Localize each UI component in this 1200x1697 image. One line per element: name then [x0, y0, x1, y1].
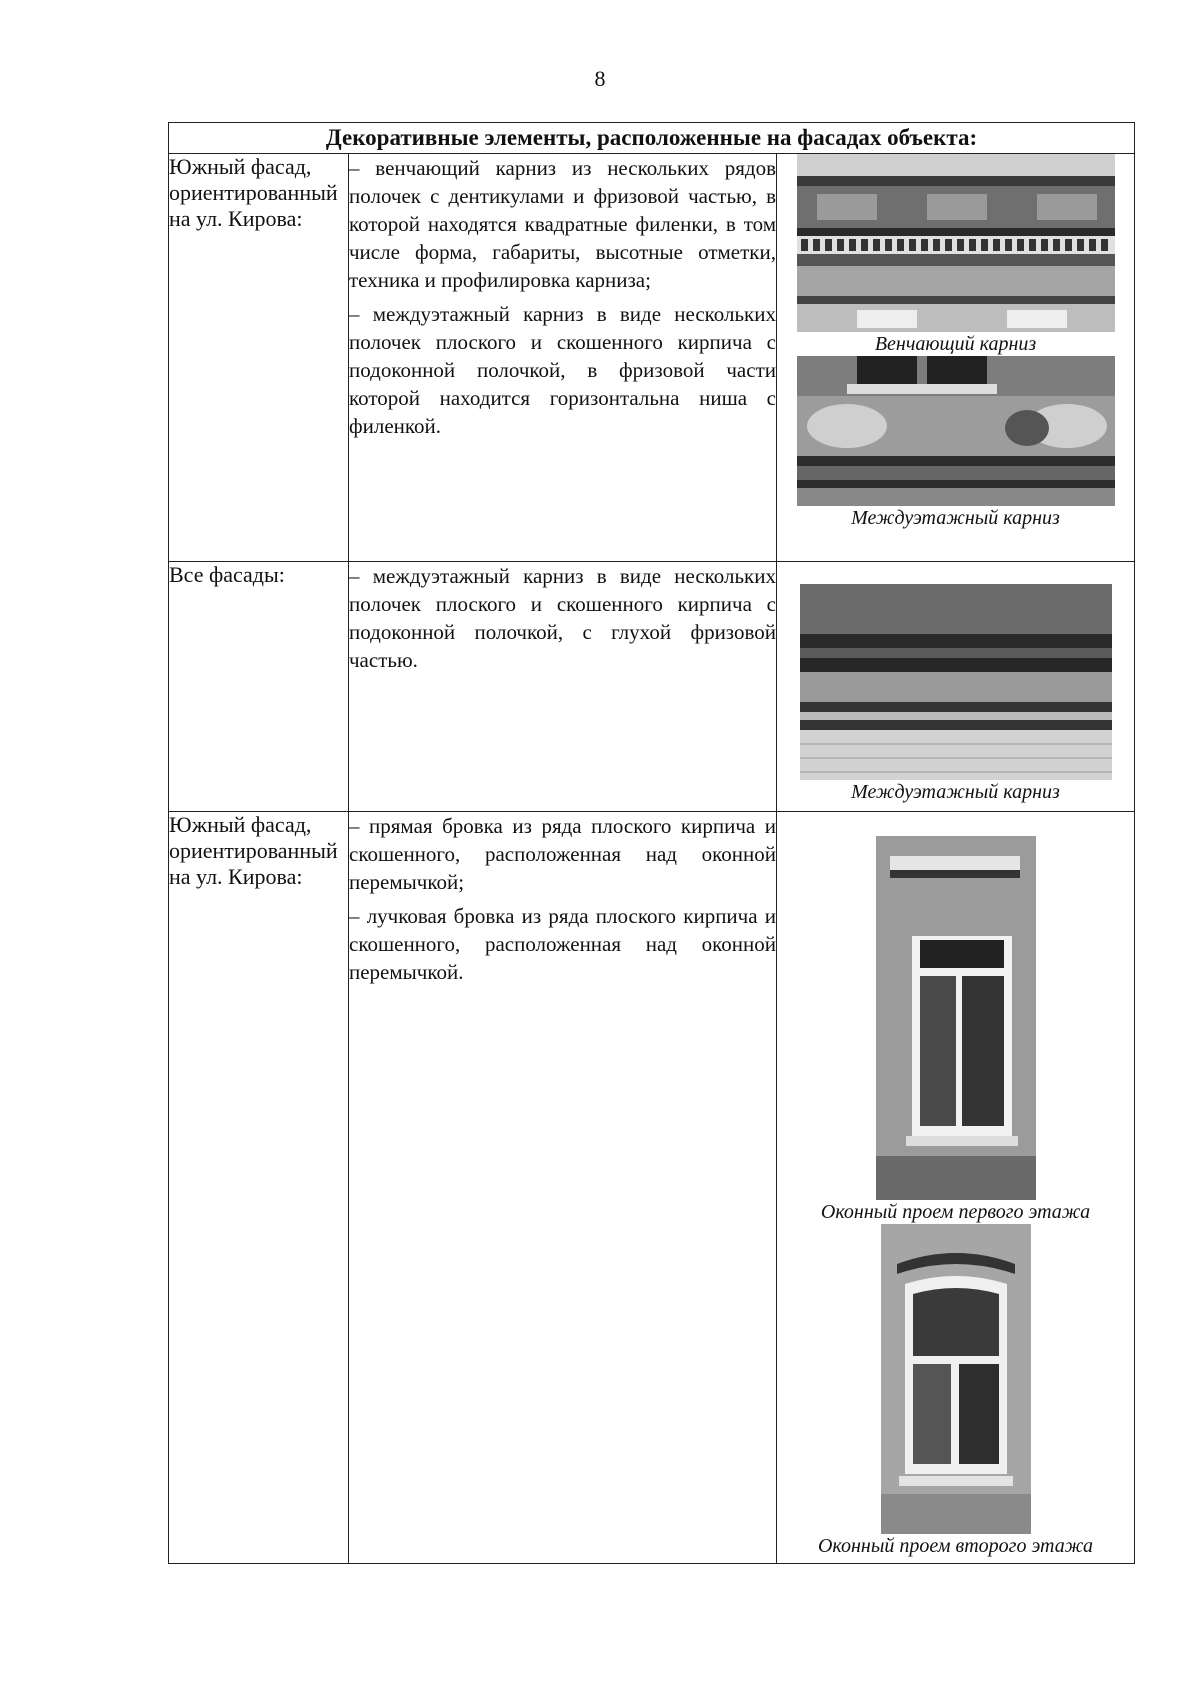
- figure-interfloor-cornice: [777, 356, 1134, 530]
- photo-crowning-cornice: [777, 154, 1134, 332]
- photo-caption: Междуэтажный карниз: [851, 507, 1060, 529]
- facade-cell: Южный фасад, ориентированный на ул. Кирова:: [169, 812, 349, 1564]
- figure-crowning-cornice: [777, 154, 1134, 356]
- photos-cell: [777, 562, 1135, 812]
- description-item: – прямая бровка из ряда плоского кирпича и скошенного, расположенная над оконной перемычкой;: [349, 814, 776, 894]
- photo-caption: Междуэтажный карниз: [851, 781, 1060, 803]
- facade-cell: Все фасады:: [169, 562, 349, 812]
- photo-first-floor-window: [777, 836, 1134, 1200]
- photo-caption: Венчающий карниз: [874, 333, 1037, 355]
- description-item: – венчающий карниз из нескольких рядов полочек с дентикулами и фризовой частью, в которой находятся квадратные филенки, в том числе форма, габариты, высотные отметки, техника и профилировка карниза;: [349, 156, 776, 292]
- description-cell: [349, 812, 777, 1564]
- photo-interfloor-cornice: [777, 356, 1134, 506]
- table-header-row: [169, 123, 1135, 154]
- photo-second-floor-window: [777, 1224, 1134, 1534]
- description-item: – междуэтажный карниз в виде нескольких полочек плоского и скошенного кирпича с подоконной полочкой, в фризовой части которой находится горизонтальна ниша с филенкой.: [349, 302, 776, 438]
- facade-cell: Южный фасад, ориентированный на ул. Кирова:: [169, 154, 349, 562]
- description-item: – междуэтажный карниз в виде нескольких полочек плоского и скошенного кирпича с подоконной полочкой, с глухой фризовой частью.: [349, 564, 776, 672]
- page-number: 8: [594, 66, 606, 91]
- description-cell: [349, 154, 777, 562]
- table-row: [169, 812, 1135, 1564]
- description-item: – лучковая бровка из ряда плоского кирпича и скошенного, расположенная над оконной перемычкой.: [349, 904, 776, 984]
- figure-first-floor-window: [777, 836, 1134, 1224]
- table-row: [169, 154, 1135, 562]
- photo-caption: Оконный проем второго этажа: [817, 1535, 1094, 1557]
- figure-interfloor-cornice-all: [777, 584, 1134, 804]
- decorative-elements-table: [168, 122, 1135, 1564]
- table-row: [169, 562, 1135, 812]
- photos-cell: [777, 812, 1135, 1564]
- photo-interfloor-cornice-all: [777, 584, 1134, 780]
- figure-second-floor-window: [777, 1224, 1134, 1558]
- table-header: Декоративные элементы, расположенные на фасадах объекта:: [169, 123, 1135, 154]
- photo-caption: Оконный проем первого этажа: [820, 1201, 1091, 1223]
- photos-cell: [777, 154, 1135, 562]
- description-cell: [349, 562, 777, 812]
